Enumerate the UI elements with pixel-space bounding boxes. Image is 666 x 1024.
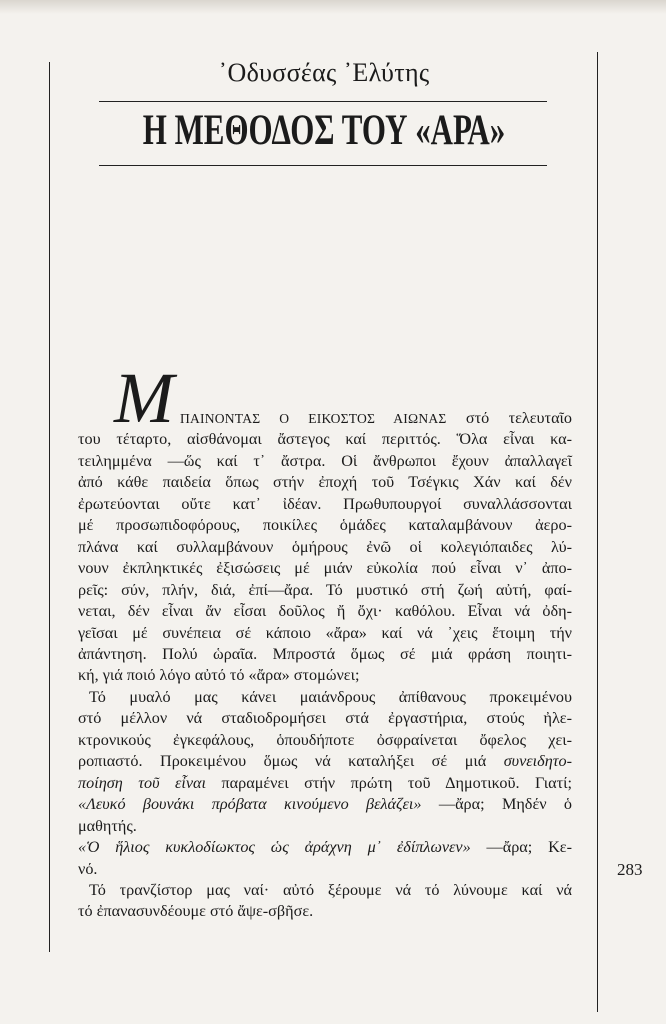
text-line: ροπιαστό. Προκειμένου ὅμως νά καταλήξει σέ μιά συνειδητο-: [78, 752, 573, 771]
text-line: «Λευκό βουνάκι πρόβατα κινούμενο βελάζει» —ἄρα; Μηδέν ὁ: [78, 795, 572, 814]
text-line: ἀπό κάθε παιδεία ὅπως στήν ἐποχή τοῦ Τσέγκις Χάν καί δέν: [78, 473, 572, 492]
text-line: πλάνα καί συλλαμβάνουν ὁμήρους ἐνῶ οἱ κολεγιόπαιδες λύ-: [78, 537, 572, 556]
article-body: [78, 408, 572, 923]
text-line: «Ὁ ἥλιος κυκλοδίωκτος ὡς ἀράχνη μ᾿ ἐδίπλωνεν» —ἄρα; Κε-: [78, 838, 572, 857]
text-line: Τό τρανζίστορ μας ναί· αὐτό ξέρουμε νά τό λύνουμε καί νά: [89, 880, 572, 899]
opening-caps: ΠΑΙΝΟΝΤΑΣ Ο ΕΙΚΟΣΤΟΣ ΑΙΩΝΑΣ: [180, 411, 447, 426]
text-line: Τό μυαλό μας κάνει μαιάνδρους ἀπίθανους προκειμένου: [89, 687, 572, 706]
scan-top-edge: [0, 0, 666, 14]
text-line: μέ προσωπιδοφόρους, ποικίλες ὁμάδες καταλαμβάνουν ἀερο-: [78, 516, 572, 535]
text-line: ΠΑΙΝΟΝΤΑΣ Ο ΕΙΚΟΣΤΟΣ ΑΙΩΝΑΣ στό τελευταῖο: [180, 409, 572, 427]
text-line: κή, γιά ποιό λόγο αὐτό τό «ἄρα» στομώνει;: [78, 666, 360, 685]
page-title: Η ΜΕΘΟΔΟΣ ΤΟΥ «ΑΡΑ»: [142, 107, 506, 154]
title-rule-top: [99, 101, 547, 102]
drop-cap: Μ: [114, 358, 174, 438]
poetic-quote: «Λευκό βουνάκι πρόβατα κινούμενο βελάζει»: [78, 795, 422, 814]
text-line: του τέταρτο, αἰσθάνομαι ἄστεγος καί περιττός. Ὅλα εἶναι κα-: [78, 430, 572, 449]
text-line: τειλημμένα —ὥς καί τ᾿ ἄστρα. Οἱ ἄνθρωποι ἔχουν ἀπαλλαγεῖ: [78, 451, 572, 470]
page-number: 283: [617, 860, 643, 879]
text-line: κτρονικούς ἐγκεφάλους, ὁπουδήποτε ὀσφραίνεται ὄφελος χει-: [78, 730, 572, 749]
text-line: νό.: [78, 859, 98, 878]
author-name: ᾿Οδυσσέας ᾿Ελύτης: [218, 58, 430, 87]
text-line: τό ἐπανασυνδέουμε στό ἄψε-σβῆσε.: [78, 902, 314, 921]
right-margin-rule: [597, 52, 598, 1012]
text-line: νουν ἐκπληκτικές ἐξισώσεις μέ μιάν εὐκολία πού εἶναι ν᾿ ἀπο-: [78, 559, 572, 578]
text-line: νεται, δέν εἶναι ἄν εἶσαι δοῦλος ἤ ὄχι· καθόλου. Εἶναι νά ὀδη-: [78, 602, 572, 621]
text-line: ἀπάντηση. Πολύ ὡραῖα. Μπροστά ὅμως σέ μιά φράση ποιητι-: [78, 644, 572, 663]
text-line: μαθητής.: [78, 816, 137, 835]
text-line: ρεῖς: σύν, πλήν, διά, ἐπί—ἄρα. Τό μυστικό στή ζωή αὐτή, φαί-: [78, 580, 572, 599]
title-rule-bottom: [99, 165, 547, 166]
left-margin-rule: [49, 62, 50, 952]
text-line: γεῖσαι μέ συνέπεια σέ κάποιο «ἄρα» καί νά ᾿χεις ἕτοιμη τήν: [78, 623, 572, 642]
text-line: ἐρωτεύονται οὔτε κατ᾿ ἰδέαν. Πρωθυπουργοί συναλλάσσονται: [78, 494, 572, 513]
poetic-quote: «Ὁ ἥλιος κυκλοδίωκτος ὡς ἀράχνη μ᾿ ἐδίπλωνεν»: [78, 838, 471, 857]
text-line: στό μέλλον νά σταδιοδρομήσει στά ἐργαστήρια, στούς ἠλε-: [78, 709, 572, 728]
text-line: ποίηση τοῦ εἶναι παραμένει στήν πρώτη τοῦ Δημοτικοῦ. Γιατί;: [78, 773, 572, 792]
